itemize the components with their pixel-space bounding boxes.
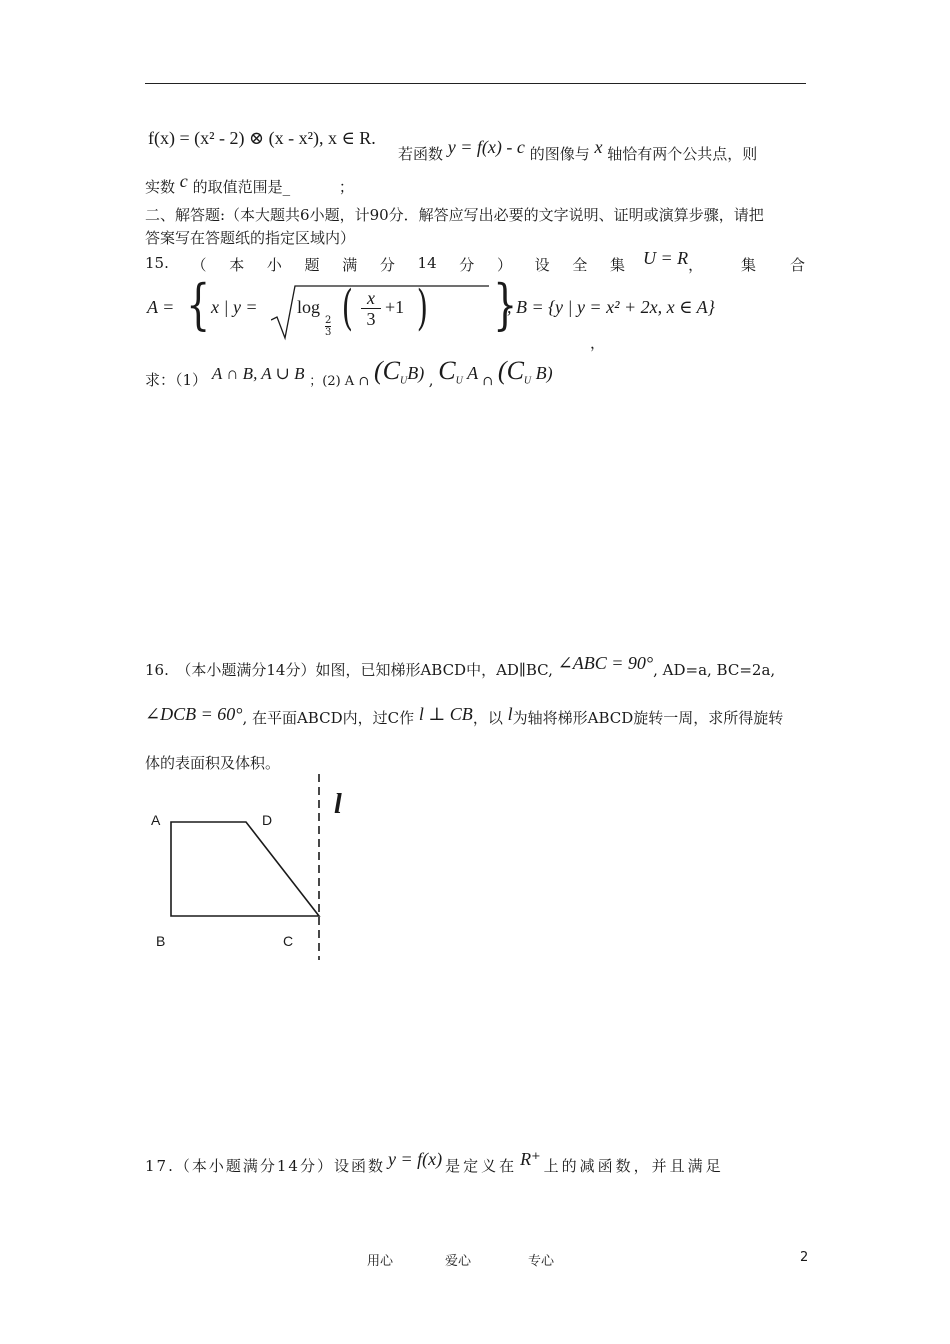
label-A: A — [151, 812, 161, 828]
text-run: , — [428, 371, 434, 389]
var-x: x — [594, 137, 603, 157]
text-run: 设 — [534, 256, 550, 274]
var-l: l — [507, 704, 513, 724]
plus-one: +1 — [385, 297, 405, 317]
text-run: （ — [191, 256, 207, 274]
continuation-text — [398, 137, 758, 164]
formula-y: y = f(x) - c — [447, 137, 525, 157]
formula-R-plus: R⁺ — [520, 1149, 541, 1169]
set-A-open: A = — [147, 297, 175, 317]
q15-set-formula — [147, 273, 715, 344]
label-B: B — [156, 933, 166, 949]
section-heading: 二、解答题:（本大题共6小题，计90分．解答应写出必要的文字说明、证明或演算步骤，请把 — [145, 206, 764, 224]
formula-U: U = R — [643, 248, 689, 268]
var-c: c — [179, 171, 188, 191]
trapezoid-shape — [171, 822, 319, 916]
paren-open: ( — [341, 280, 353, 336]
log-base-den: 3 — [325, 327, 332, 338]
text-run: 为轴将梯形ABCD旋转一周，求所得旋转 — [512, 709, 784, 727]
q16-line2 — [145, 704, 784, 728]
log-base — [325, 315, 331, 338]
brace-close: } — [493, 273, 518, 336]
q17-line — [145, 1149, 805, 1176]
brace-open: { — [186, 273, 211, 336]
text-run: 若函数 — [398, 145, 444, 163]
text-run: ） — [496, 256, 512, 274]
q15-line1 — [145, 248, 805, 275]
text-run: 的取值范围是_ — [192, 178, 291, 196]
q15-universal — [643, 248, 704, 275]
text-run: 17.（本小题满分14分）设函数 — [145, 1157, 385, 1175]
text-run: 本 — [229, 256, 245, 274]
text-run: 分 — [379, 256, 395, 274]
text-run: 上的减函数，并且满足 — [543, 1157, 724, 1175]
footer-item: 专心 — [528, 1254, 555, 1269]
q16-line1 — [145, 653, 776, 680]
log-base-num: 2 — [325, 315, 332, 326]
section-heading-line2: 答案写在答题纸的指定区域内） — [145, 229, 356, 247]
formula-ask-4 — [497, 356, 553, 387]
formula-perp: l ⊥ CB — [418, 704, 473, 724]
text-run: ；(2) A ∩ — [309, 374, 370, 389]
label-D: D — [262, 812, 273, 828]
ask-3-A: A — [467, 363, 478, 383]
text-run: , 在平面ABCD内，过C作 — [242, 709, 415, 727]
q15-ask-line — [145, 356, 553, 393]
q15-trailing-comma: ， — [590, 334, 606, 352]
formula-ask-2 — [374, 356, 429, 387]
text-run: 全 — [572, 256, 588, 274]
text-run: 小 — [266, 256, 282, 274]
text-run: 14 — [417, 254, 437, 272]
text-run: 合 — [789, 256, 805, 274]
frac-num: x — [361, 288, 381, 309]
footer-item: 用心 — [367, 1254, 394, 1269]
set-A-body: x | y = — [211, 297, 258, 317]
ask-4-B: B) — [535, 363, 553, 383]
text-run: 求：（1） — [145, 371, 208, 389]
ask-sub: U — [400, 375, 408, 387]
formula-ask-3 — [438, 356, 482, 387]
footer-item: 爱心 — [445, 1254, 472, 1269]
text-run: 15. — [145, 254, 169, 272]
frac-den: 3 — [366, 309, 376, 329]
formula-f-definition: f(x) = (x² - 2) ⊗ (x - x²), x ∈ R. — [148, 128, 376, 148]
ask-3-sub: U — [455, 375, 463, 387]
ask-2a: (C — [374, 356, 400, 385]
formula-angle-dcb: ∠DCB = 60° — [145, 704, 243, 724]
text-run: 实数 — [145, 178, 176, 196]
text-run: 16. （本小题满分14分）如图，已知梯形ABCD中，AD∥BC, — [145, 661, 553, 679]
q15-suffix — [741, 254, 805, 275]
page-number: 2 — [800, 1250, 809, 1265]
set-B-body: y | y = x² + 2x, x ∈ A} — [555, 297, 715, 317]
set-B: , B = { — [507, 297, 556, 317]
formula-y-fx: y = f(x) — [387, 1149, 443, 1169]
text-run: , AD=a, BC=2a, — [653, 661, 776, 679]
formula-angle-abc: ∠ABC = 90° — [557, 653, 654, 673]
text-run: ，以 — [472, 709, 503, 727]
ask-3: C — [438, 356, 456, 385]
log-word: log — [297, 297, 321, 317]
text-run: 题 — [304, 256, 320, 274]
text-run: 分 — [459, 256, 475, 274]
q15-prefix — [145, 254, 625, 275]
ask-4: (C — [497, 356, 524, 385]
label-C: C — [283, 933, 294, 949]
ask-2b: B) — [407, 363, 425, 383]
fraction — [361, 288, 381, 329]
text-run: 是定义在 — [445, 1157, 518, 1175]
header-rule — [145, 83, 806, 84]
text-run: 的图像与 — [529, 145, 590, 163]
ask-4-sub: U — [523, 375, 532, 387]
text-run: ， — [688, 256, 704, 274]
continuation-line2 — [145, 171, 354, 197]
text-run: ； — [338, 178, 354, 196]
label-l: l — [334, 789, 342, 820]
trapezoid-figure — [140, 770, 380, 965]
text-run: 集 — [609, 256, 625, 274]
formula-ask-1: A ∩ B, A ∪ B — [211, 364, 305, 383]
paren-close: ) — [416, 280, 428, 336]
q16-line3: 体的表面积及体积。 — [145, 754, 281, 772]
text-run: ∩ — [482, 374, 494, 389]
text-run: 轴恰有两个公共点，则 — [607, 145, 758, 163]
text-run: 满 — [342, 256, 358, 274]
text-run: 集 — [741, 256, 757, 274]
